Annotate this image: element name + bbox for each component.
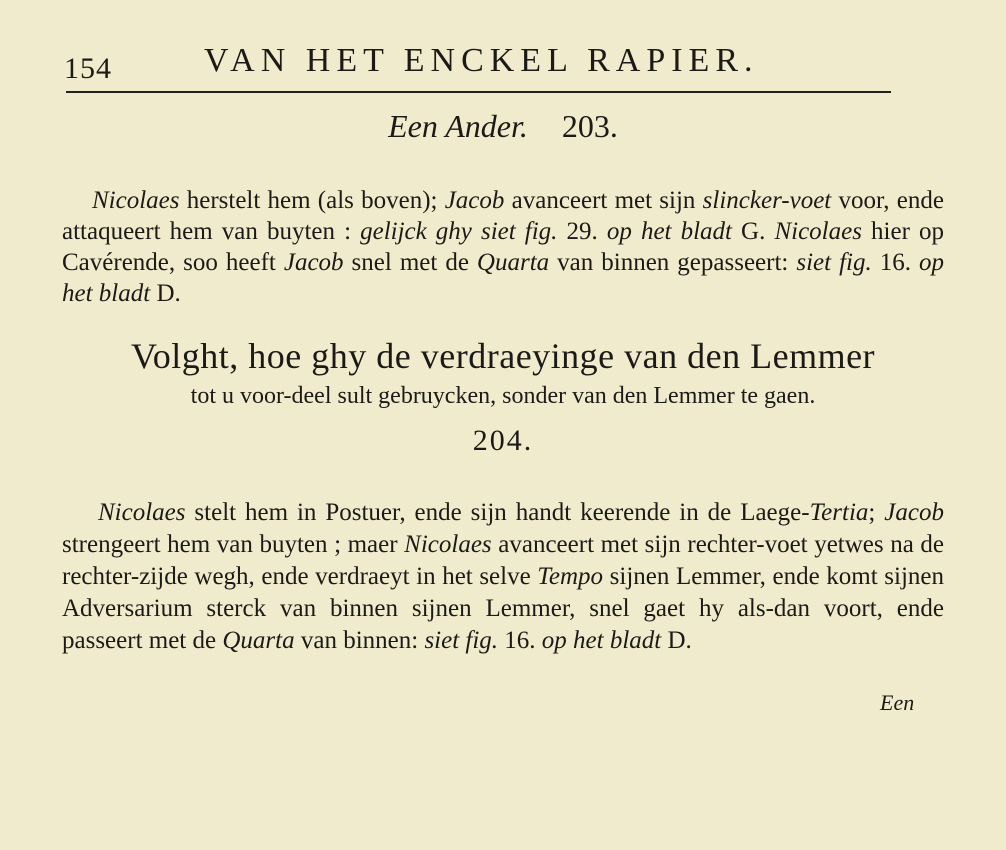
text-run: D. — [661, 627, 692, 654]
italic-run: Nicolaes — [92, 187, 180, 214]
italic-run: Nicolaes — [98, 499, 186, 526]
italic-run: op het bladt — [541, 627, 662, 654]
text-run: herstelt hem (als boven); — [179, 187, 445, 214]
italic-run: Tertia — [809, 499, 869, 526]
text-run: van binnen gepasseert: — [549, 249, 797, 276]
italic-run: Jacob — [444, 187, 505, 214]
text-run: 29. — [557, 218, 607, 245]
catchword: Een — [880, 690, 915, 715]
italic-run: Tempo — [537, 563, 604, 590]
text-run: van binnen: — [294, 627, 425, 654]
chapter-heading: Volght, hoe ghy de verdraeyinge van den Lemmer — [130, 336, 876, 376]
text-run: strengeert hem van buyten ; maer — [62, 531, 405, 558]
page-number: 154 — [64, 52, 112, 85]
italic-run: Quarta — [222, 627, 295, 654]
header-rule — [66, 91, 891, 93]
text-run: snel met de — [343, 249, 477, 276]
section-number: 203. — [561, 108, 618, 144]
text-run: 16. — [498, 627, 542, 654]
text-run: hier op Cavérende, soo heeft — [62, 218, 944, 276]
italic-run: Quarta — [476, 249, 550, 276]
italic-run: Nicolaes — [404, 531, 492, 558]
text-run: avanceert met sijn rechter-voet yetwes na de rechter-zijde wegh, ende verdraeyt in het selve — [62, 531, 944, 590]
section-204-paragraph — [62, 497, 944, 657]
italic-run: Jacob — [884, 499, 944, 526]
section-203-paragraph — [62, 185, 944, 309]
text-run: ; — [868, 499, 885, 526]
italic-run: gelijck ghy siet fig. — [360, 218, 558, 245]
text-run: avanceert met sijn — [504, 187, 703, 214]
text-run: voor, ende attaqueert hem van buyten : — [62, 187, 944, 245]
section-203-title — [0, 108, 1006, 145]
italic-run: siet fig. — [796, 249, 872, 276]
italic-run: Nicolaes — [774, 218, 862, 245]
section-204-number: 204. — [472, 424, 534, 457]
italic-run: op het bladt — [62, 249, 945, 307]
page-header — [64, 30, 891, 90]
text-run: stelt hem in Postuer, ende sijn handt keerende in de Laege- — [185, 499, 810, 526]
running-head: VAN HET ENCKEL RAPIER. — [204, 42, 759, 79]
text-run: D. — [150, 280, 181, 307]
italic-run: slincker-voet — [702, 187, 832, 214]
text-run: 16. — [871, 249, 920, 276]
section-title-text: Een Ander. — [388, 108, 528, 144]
text-run: G. — [731, 218, 775, 245]
italic-run: Jacob — [283, 249, 344, 276]
italic-run: siet fig. — [424, 627, 499, 654]
text-run: sijnen Lemmer, ende komt sijnen Adversarium sterck van binnen sijnen Lemmer, snel gaet hy als-dan voort, ende passeert met de — [62, 563, 944, 654]
italic-run: op het bladt — [606, 218, 732, 245]
chapter-subheading: tot u voor-deel sult gebruycken, sonder van den Lemmer te gaen. — [190, 383, 816, 409]
